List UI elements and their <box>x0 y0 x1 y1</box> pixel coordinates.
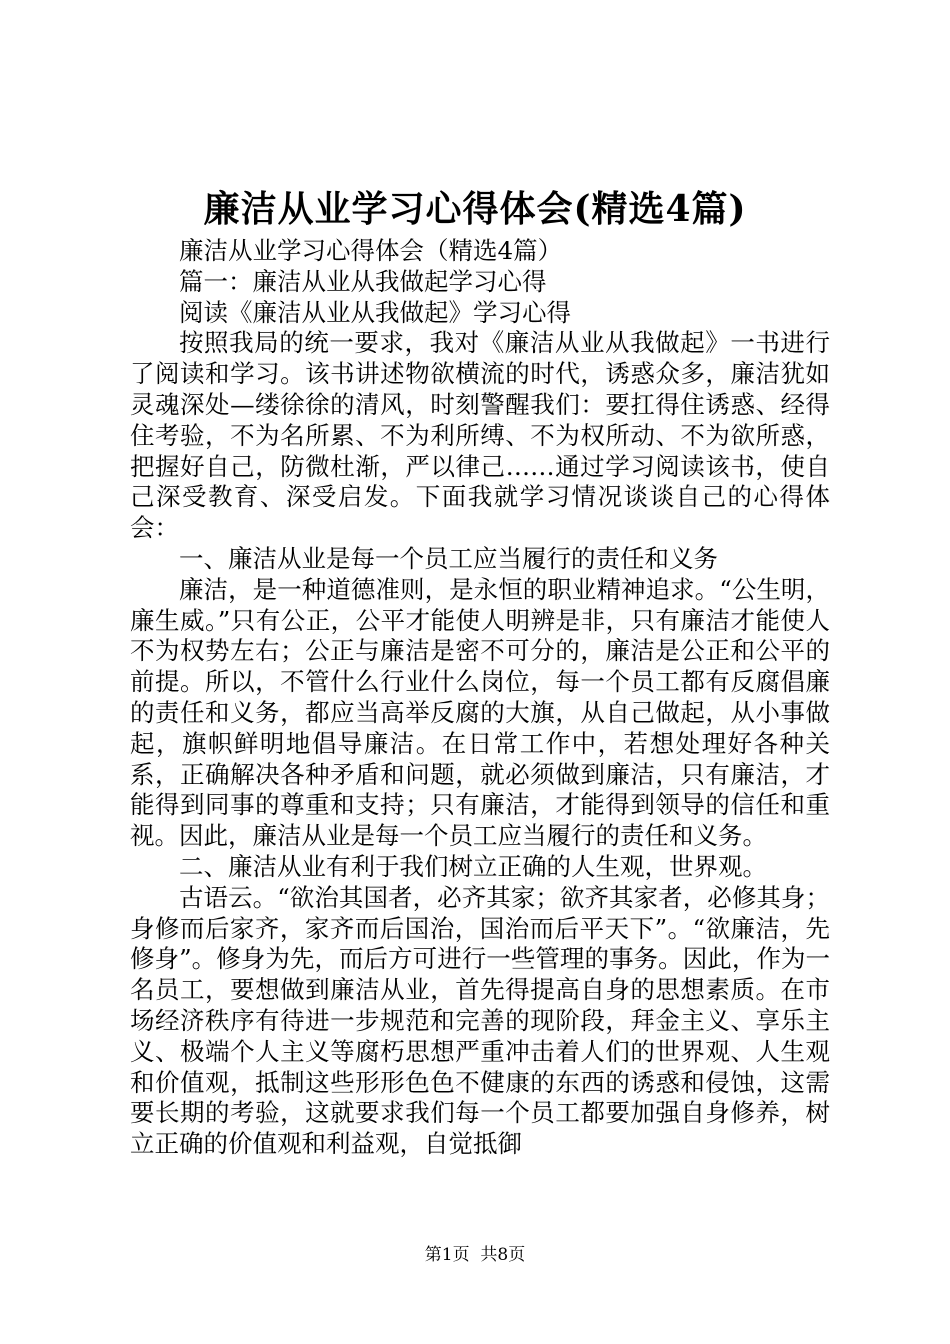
chapter-heading: 篇一：廉洁从业从我做起学习心得 <box>179 266 547 296</box>
section-heading: 二、廉洁从业有利于我们树立正确的人生观，世界观。 <box>179 851 767 881</box>
document-body <box>130 236 830 1160</box>
subtitle-paragraph: 廉洁从业学习心得体会（精选4篇） <box>179 236 563 265</box>
document-title: 廉洁从业学习心得体会(精选4篇) <box>203 188 747 230</box>
body-paragraph: 按照我局的统一要求，我对《廉洁从业从我做起》一书进行了阅读和学习。该书讲述物欲横流的时代，诱惑众多，廉洁犹如灵魂深处—缕徐徐的清风，时刻警醒我们：要扛得住诱惑、经得住考验，不为名所累、不为利所缚、不为权所动、不为欲所惑，把握好自己，防微杜渐，严以律己……通过学习阅读该书，使自己深受教育、深受启发。下面我就学习情况谈谈自己的心得体会： <box>130 328 830 543</box>
page-footer: 第1页 共8页 <box>424 1245 526 1265</box>
section-heading: 阅读《廉洁从业从我做起》学习心得 <box>179 297 571 327</box>
body-paragraph: 廉洁，是一种道德准则，是永恒的职业精神追求。“公生明，廉生威。”只有公正，公平才能使人明辨是非，只有廉洁才能使人不为权势左右；公正与廉洁是密不可分的，廉洁是公正和公平的前提。所以，不管什么行业什么岗位，每一个员工都有反腐倡廉的责任和义务，都应当高举反腐的大旗，从自己做起，从小事做起，旗帜鲜明地倡导廉洁。在日常工作中，若想处理好各种关系，正确解决各种矛盾和问题，就必须做到廉洁，只有廉洁，才能得到同事的尊重和支持；只有廉洁，才能得到领导的信任和重视。因此，廉洁从业是每一个员工应当履行的责任和义务。 <box>130 574 830 851</box>
section-heading: 一、廉洁从业是每一个员工应当履行的责任和义务 <box>179 543 718 573</box>
body-paragraph: 古语云。“欲治其国者，必齐其家；欲齐其家者，必修其身；身修而后家齐，家齐而后国治，国治而后平天下”。“欲廉洁，先修身”。修身为先，而后方可进行一些管理的事务。因此，作为一名员工，要想做到廉洁从业，首先得提高自身的思想素质。在市场经济秩序有待进一步规范和完善的现阶段，拜金主义、享乐主义、极端个人主义等腐朽思想严重冲击着人们的世界观、人生观和价值观，抵制这些形形色色不健康的东西的诱惑和侵蚀，这需要长期的考验，这就要求我们每一个员工都要加强自身修养，树立正确的价值观和利益观，自觉抵御 <box>130 882 830 1159</box>
